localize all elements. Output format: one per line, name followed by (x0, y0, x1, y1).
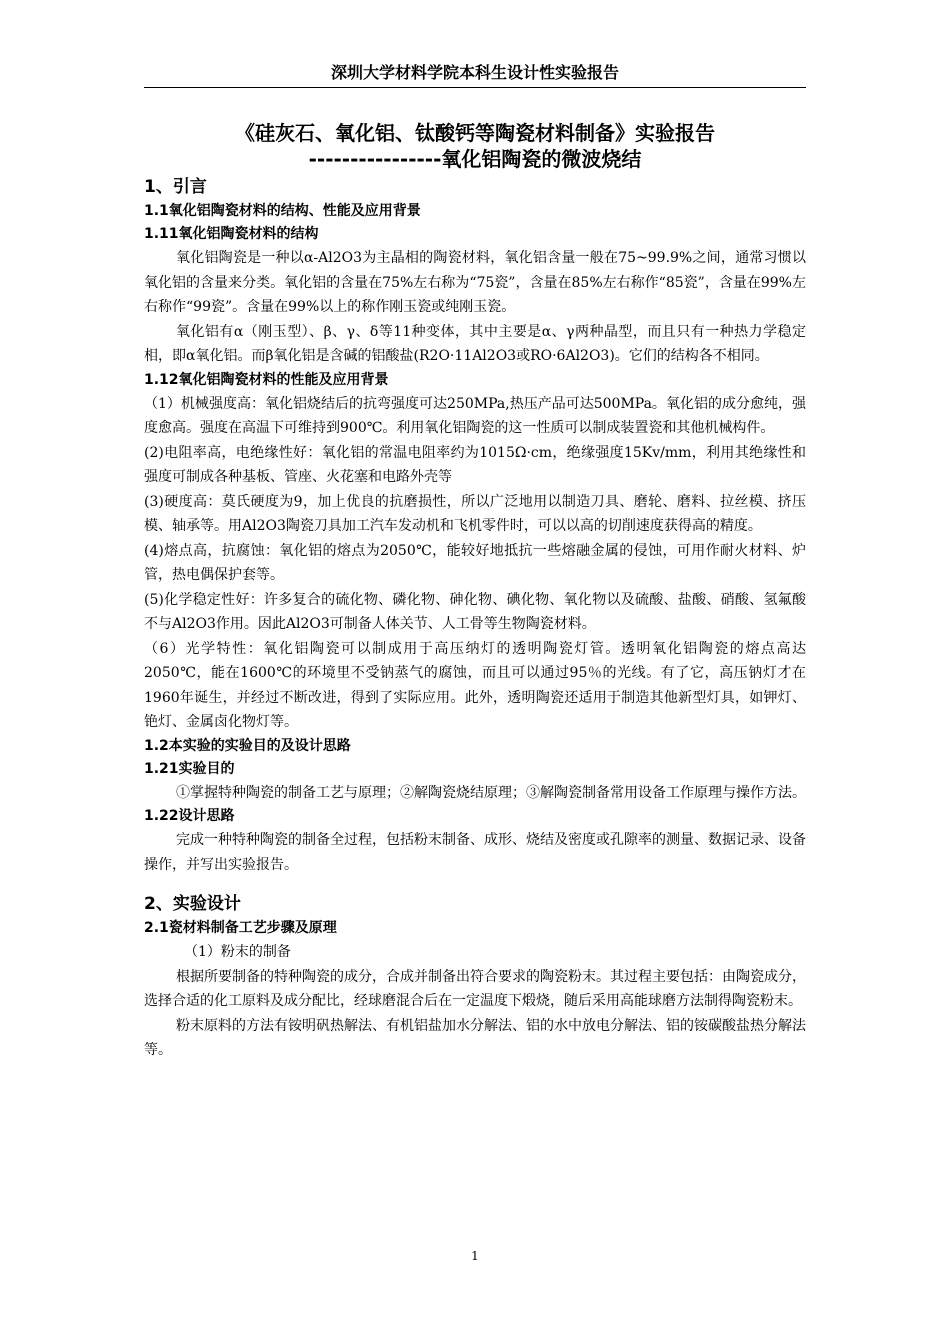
section-heading-1-12: 1.12氧化铝陶瓷材料的性能及应用背景 (144, 371, 389, 388)
paragraph-structure-1: 氧化铝陶瓷是一种以α-Al2O3为主晶相的陶瓷材料，氧化铝含量一般在75~99.9%之间，通常习惯以氧化铝的含量来分类。氧化铝的含量在75%左右称为“75瓷”，含量在85%左右称作“85瓷”，含量在99%左右称作“99瓷”。含量在99%以上的称作刚玉瓷或纯刚玉瓷。 (144, 250, 806, 315)
section-heading-2-1: 2.1瓷材料制备工艺步骤及原理 (144, 920, 337, 936)
subheading-powder-prep: （1）粉末的制备 (184, 944, 291, 960)
property-item-4: (4)熔点高，抗腐蚀：氧化铝的熔点为2050℃，能较好地抵抗一些熔融金属的侵蚀，可用作耐火材料、炉管，热电偶保护套等。 (144, 542, 806, 583)
property-item-5: (5)化学稳定性好：许多复合的硫化物、磷化物、砷化物、碘化物、氧化物以及硫酸、盐酸、硝酸、氢氟酸不与Al2O3作用。因此Al2O3可制备人体关节、人工骨等生物陶瓷材料。 (144, 591, 806, 632)
document-body (144, 120, 806, 1063)
paragraph-powder-1: 根据所要制备的特种陶瓷的成分，合成并制备出符合要求的陶瓷粉末。其过程主要包括：由陶瓷成分，选择合适的化工原料及成分配比，经球磨混合后在一定温度下煅烧，随后采用高能球磨方法制得陶瓷粉末。 (144, 968, 806, 1009)
property-item-2: (2)电阻率高，电绝缘性好：氧化铝的常温电阻率约为1015Ω·cm，绝缘强度15Kv/mm，利用其绝缘性和强度可制成各种基板、管座、火花塞和电路外壳等 (144, 444, 806, 485)
paragraph-structure-2: 氧化铝有α（刚玉型）、β、γ、δ等11种变体，其中主要是α、γ两种晶型，而且只有一种热力学稳定相，即α氧化铝。而β氧化铝是含碱的铝酸盐(R2O·11Al2O3或RO·6Al2O3)。它们的结构各不相同。 (144, 323, 806, 364)
document-title-line1: 《硅灰石、氧化铝、钛酸钙等陶瓷材料制备》实验报告 (235, 121, 715, 145)
page-header: 深圳大学材料学院本科生设计性实验报告 (330, 63, 619, 82)
section-heading-1-1: 1.1氧化铝陶瓷材料的结构、性能及应用背景 (144, 203, 421, 219)
section-heading-1-2: 1.2本实验的实验目的及设计思路 (144, 737, 351, 754)
section-heading-2: 2、实验设计 (144, 894, 241, 914)
section-heading-1: 1、引言 (144, 177, 207, 197)
page-number: 1 (471, 1249, 479, 1263)
paragraph-design-idea: 完成一种特种陶瓷的制备全过程，包括粉末制备、成形、烧结及密度或孔隙率的测量、数据记录、设备操作，并写出实验报告。 (144, 832, 806, 873)
section-heading-1-22: 1.22设计思路 (144, 808, 235, 824)
paragraph-powder-2: 粉末原料的方法有铵明矾热解法、有机铝盐加水分解法、铝的水中放电分解法、铝的铵碳酸盐热分解法等。 (144, 1017, 806, 1058)
section-heading-1-11: 1.11氧化铝陶瓷材料的结构 (144, 226, 319, 242)
header-rule (144, 87, 806, 88)
property-item-6: （6）光学特性：氧化铝陶瓷可以制成用于高压纳灯的透明陶瓷灯管。透明氧化铝陶瓷的熔点高达2050℃，能在1600℃的环境里不受钠蒸气的腐蚀，而且可以通过95％的光线。有了它，高压钠灯才在1960年诞生，并经过不断改进，得到了实际应用。此外，透明陶瓷还适用于制造其他新型灯具，如钾灯、铯灯、金属卤化物灯等。 (144, 640, 806, 730)
section-heading-1-21: 1.21实验目的 (144, 760, 235, 777)
paragraph-purpose: ①掌握特种陶瓷的制备工艺与原理；②解陶瓷烧结原理；③解陶瓷制备常用设备工作原理与操作方法。 (176, 784, 806, 801)
property-item-1: （1）机械强度高：氧化铝烧结后的抗弯强度可达250MPa,热压产品可达500MPa。氧化铝的成分愈纯，强度愈高。强度在高温下可维持到900℃。利用氧化铝陶瓷的这一性质可以制成装置瓷和其他机械构件。 (144, 395, 806, 436)
document-title-line2: ----------------氧化铝陶瓷的微波烧结 (308, 147, 642, 171)
property-item-3: (3)硬度高：莫氏硬度为9，加上优良的抗磨损性，所以广泛地用以制造刀具、磨轮、磨料、拉丝模、挤压模、轴承等。用Al2O3陶瓷刀具加工汽车发动机和飞机零件时，可以以高的切削速度获得高的精度。 (144, 493, 806, 534)
